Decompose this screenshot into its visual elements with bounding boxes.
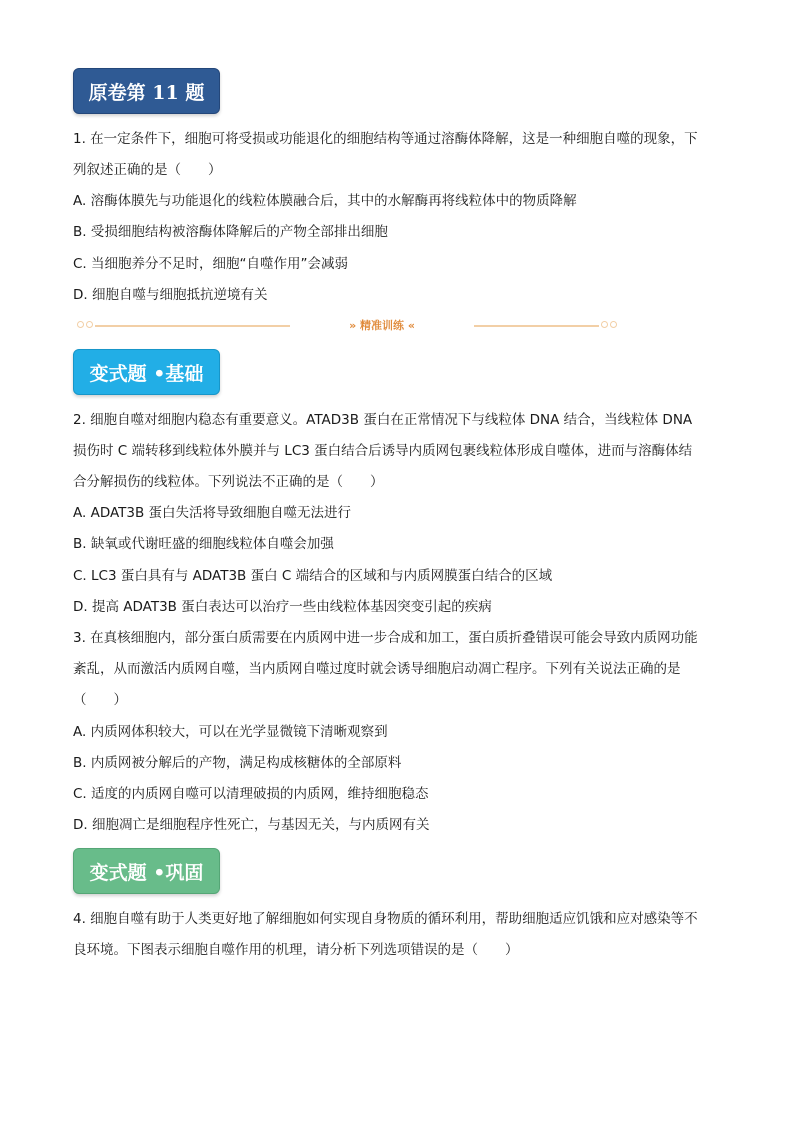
q1-stem-line-2: 列叙述正确的是（ ） <box>73 162 222 178</box>
q2-stem-line-2: 损伤时 C 端转移到线粒体外膜并与 LC3 蛋白结合后诱导内质网包裹线粒体形成自噬体，进而与溶酶体结 <box>73 443 693 459</box>
divider-dot-right <box>601 321 608 328</box>
heading-variant-consolidate: 变式题 •巩固 <box>73 848 220 894</box>
q2-option-c: C. LC3 蛋白具有与 ADAT3B 蛋白 C 端结合的区域和与内质网膜蛋白结合的区域 <box>73 568 553 584</box>
q3-option-b: B. 内质网被分解后的产物，满足构成核糖体的全部原料 <box>73 755 402 771</box>
q4-stem-line-1: 4. 细胞自噬有助于人类更好地了解细胞如何实现自身物质的循环利用，帮助细胞适应饥饿和应对感染等不 <box>73 911 698 927</box>
heading-variant-basic: 变式题 •基础 <box>73 349 220 395</box>
divider-dot-left-2 <box>86 321 93 328</box>
q3-option-a: A. 内质网体积较大，可以在光学显微镜下清晰观察到 <box>73 724 388 740</box>
heading-original-question: 原卷第 11 题 <box>73 68 220 114</box>
q2-option-d: D. 提高 ADAT3B 蛋白表达可以治疗一些由线粒体基因突变引起的疾病 <box>73 599 492 615</box>
q3-option-c: C. 适度的内质网自噬可以清理破损的内质网，维持细胞稳态 <box>73 786 429 802</box>
q1-option-a: A. 溶酶体膜先与功能退化的线粒体膜融合后，其中的水解酶再将线粒体中的物质降解 <box>73 193 577 209</box>
q2-option-a: A. ADAT3B 蛋白失活将导致细胞自噬无法进行 <box>73 505 352 521</box>
q3-option-d: D. 细胞凋亡是细胞程序性死亡，与基因无关，与内质网有关 <box>73 817 430 833</box>
q3-stem-line-1: 3. 在真核细胞内，部分蛋白质需要在内质网中进一步合成和加工，蛋白质折叠错误可能会导致内质网功能 <box>73 630 698 646</box>
divider-line-right <box>474 325 599 327</box>
q1-option-c: C. 当细胞养分不足时，细胞“自噬作用”会减弱 <box>73 256 348 272</box>
divider-label: » 精准训练 « <box>307 318 457 334</box>
q2-stem-line-1: 2. 细胞自噬对细胞内稳态有重要意义。ATAD3B 蛋白在正常情况下与线粒体 DNA 结合，当线粒体 DNA <box>73 412 693 428</box>
q1-option-b: B. 受损细胞结构被溶酶体降解后的产物全部排出细胞 <box>73 224 388 240</box>
q2-option-b: B. 缺氧或代谢旺盛的细胞线粒体自噬会加强 <box>73 536 334 552</box>
q3-stem-line-2: 紊乱，从而激活内质网自噬，当内质网自噬过度时就会诱导细胞启动凋亡程序。下列有关说法正确的是 <box>73 661 681 677</box>
section-divider <box>77 318 617 334</box>
q3-stem-line-3: （ ） <box>73 692 127 708</box>
divider-dot-left <box>77 321 84 328</box>
q2-stem-line-3: 合分解损伤的线粒体。下列说法不正确的是（ ） <box>73 474 384 490</box>
q1-stem-line-1: 1. 在一定条件下，细胞可将受损或功能退化的细胞结构等通过溶酶体降解，这是一种细胞自噬的现象，下 <box>73 131 698 147</box>
divider-line-left <box>95 325 290 327</box>
q1-option-d: D. 细胞自噬与细胞抵抗逆境有关 <box>73 287 268 303</box>
divider-dot-right-2 <box>610 321 617 328</box>
q4-stem-line-2: 良环境。下图表示细胞自噬作用的机理，请分析下列选项错误的是（ ） <box>73 942 519 958</box>
